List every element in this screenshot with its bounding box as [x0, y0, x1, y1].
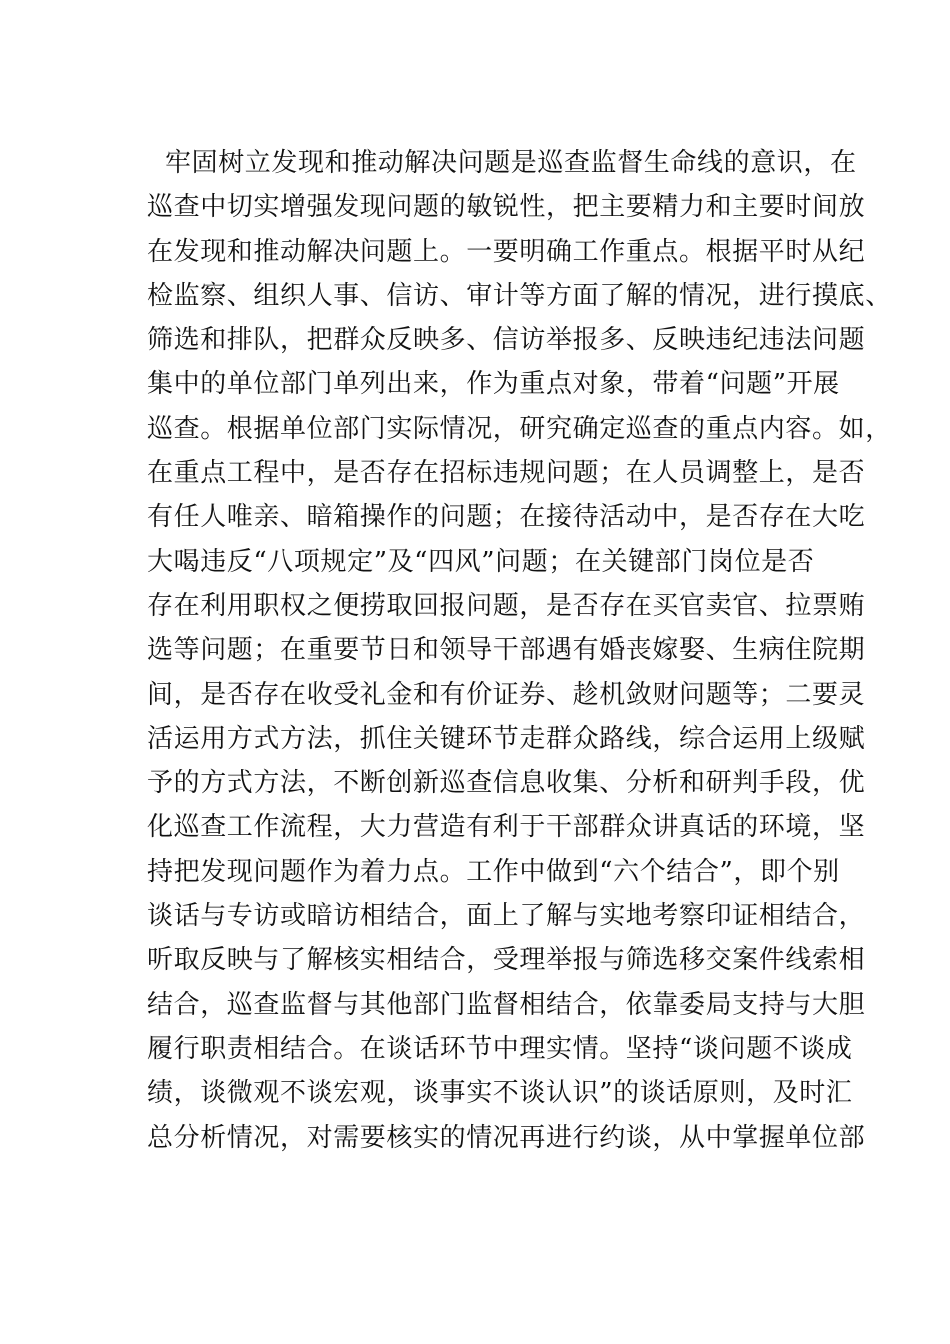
paragraph-line: 持把发现问题作为着力点。工作中做到“六个结合”，即个别: [147, 856, 840, 887]
paragraph-line: 集中的单位部门单列出来，作为重点对象，带着“问题”开展: [147, 369, 840, 400]
body-paragraph: [147, 141, 892, 1160]
paragraph-line: 谈话与专访或暗访相结合，面上了解与实地考察印证相结合，: [147, 901, 866, 932]
paragraph-line: 存在利用职权之便捞取回报问题，是否存在买官卖官、拉票贿: [147, 590, 866, 621]
paragraph-line: 绩，谈微观不谈宏观，谈事实不谈认识”的谈话原则，及时汇: [147, 1078, 853, 1109]
paragraph-line: 活运用方式方法，抓住关键环节走群众路线，综合运用上级赋: [147, 723, 866, 754]
paragraph-line: 听取反映与了解核实相结合，受理举报与筛选移交案件线索相: [147, 945, 866, 976]
paragraph-line: 巡查。根据单位部门实际情况，研究确定巡查的重点内容。如，: [147, 413, 892, 444]
paragraph-line: 筛选和排队，把群众反映多、信访举报多、反映违纪违法问题: [147, 325, 866, 356]
paragraph-line: 予的方式方法，不断创新巡查信息收集、分析和研判手段，优: [147, 768, 866, 799]
paragraph-line: 在发现和推动解决问题上。一要明确工作重点。根据平时从纪: [147, 236, 866, 267]
paragraph-line: 检监察、组织人事、信访、审计等方面了解的情况，进行摸底、: [147, 280, 892, 311]
paragraph-line: 牢固树立发现和推动解决问题是巡查监督生命线的意识，在: [165, 148, 857, 178]
paragraph-line: 选等问题；在重要节日和领导干部遇有婚丧嫁娶、生病住院期: [147, 635, 866, 666]
paragraph-line: 有任人唯亲、暗箱操作的问题；在接待活动中，是否存在大吃: [147, 502, 866, 533]
paragraph-line: 大喝违反“八项规定”及“四风”问题；在关键部门岗位是否: [147, 546, 815, 577]
paragraph-line: 在重点工程中，是否存在招标违规问题；在人员调整上，是否: [147, 458, 866, 489]
paragraph-line: 结合，巡查监督与其他部门监督相结合，依靠委局支持与大胆: [147, 989, 866, 1020]
paragraph-line: 履行职责相结合。在谈话环节中理实情。坚持“谈问题不谈成: [147, 1033, 853, 1064]
paragraph-line: 巡查中切实增强发现问题的敏锐性，把主要精力和主要时间放: [147, 192, 866, 223]
paragraph-line: 间，是否存在收受礼金和有价证券、趁机敛财问题等；二要灵: [147, 679, 866, 710]
paragraph-line: 总分析情况，对需要核实的情况再进行约谈，从中掌握单位部: [147, 1122, 866, 1153]
paragraph-line: 化巡查工作流程，大力营造有利于干部群众讲真话的环境，坚: [147, 812, 866, 843]
